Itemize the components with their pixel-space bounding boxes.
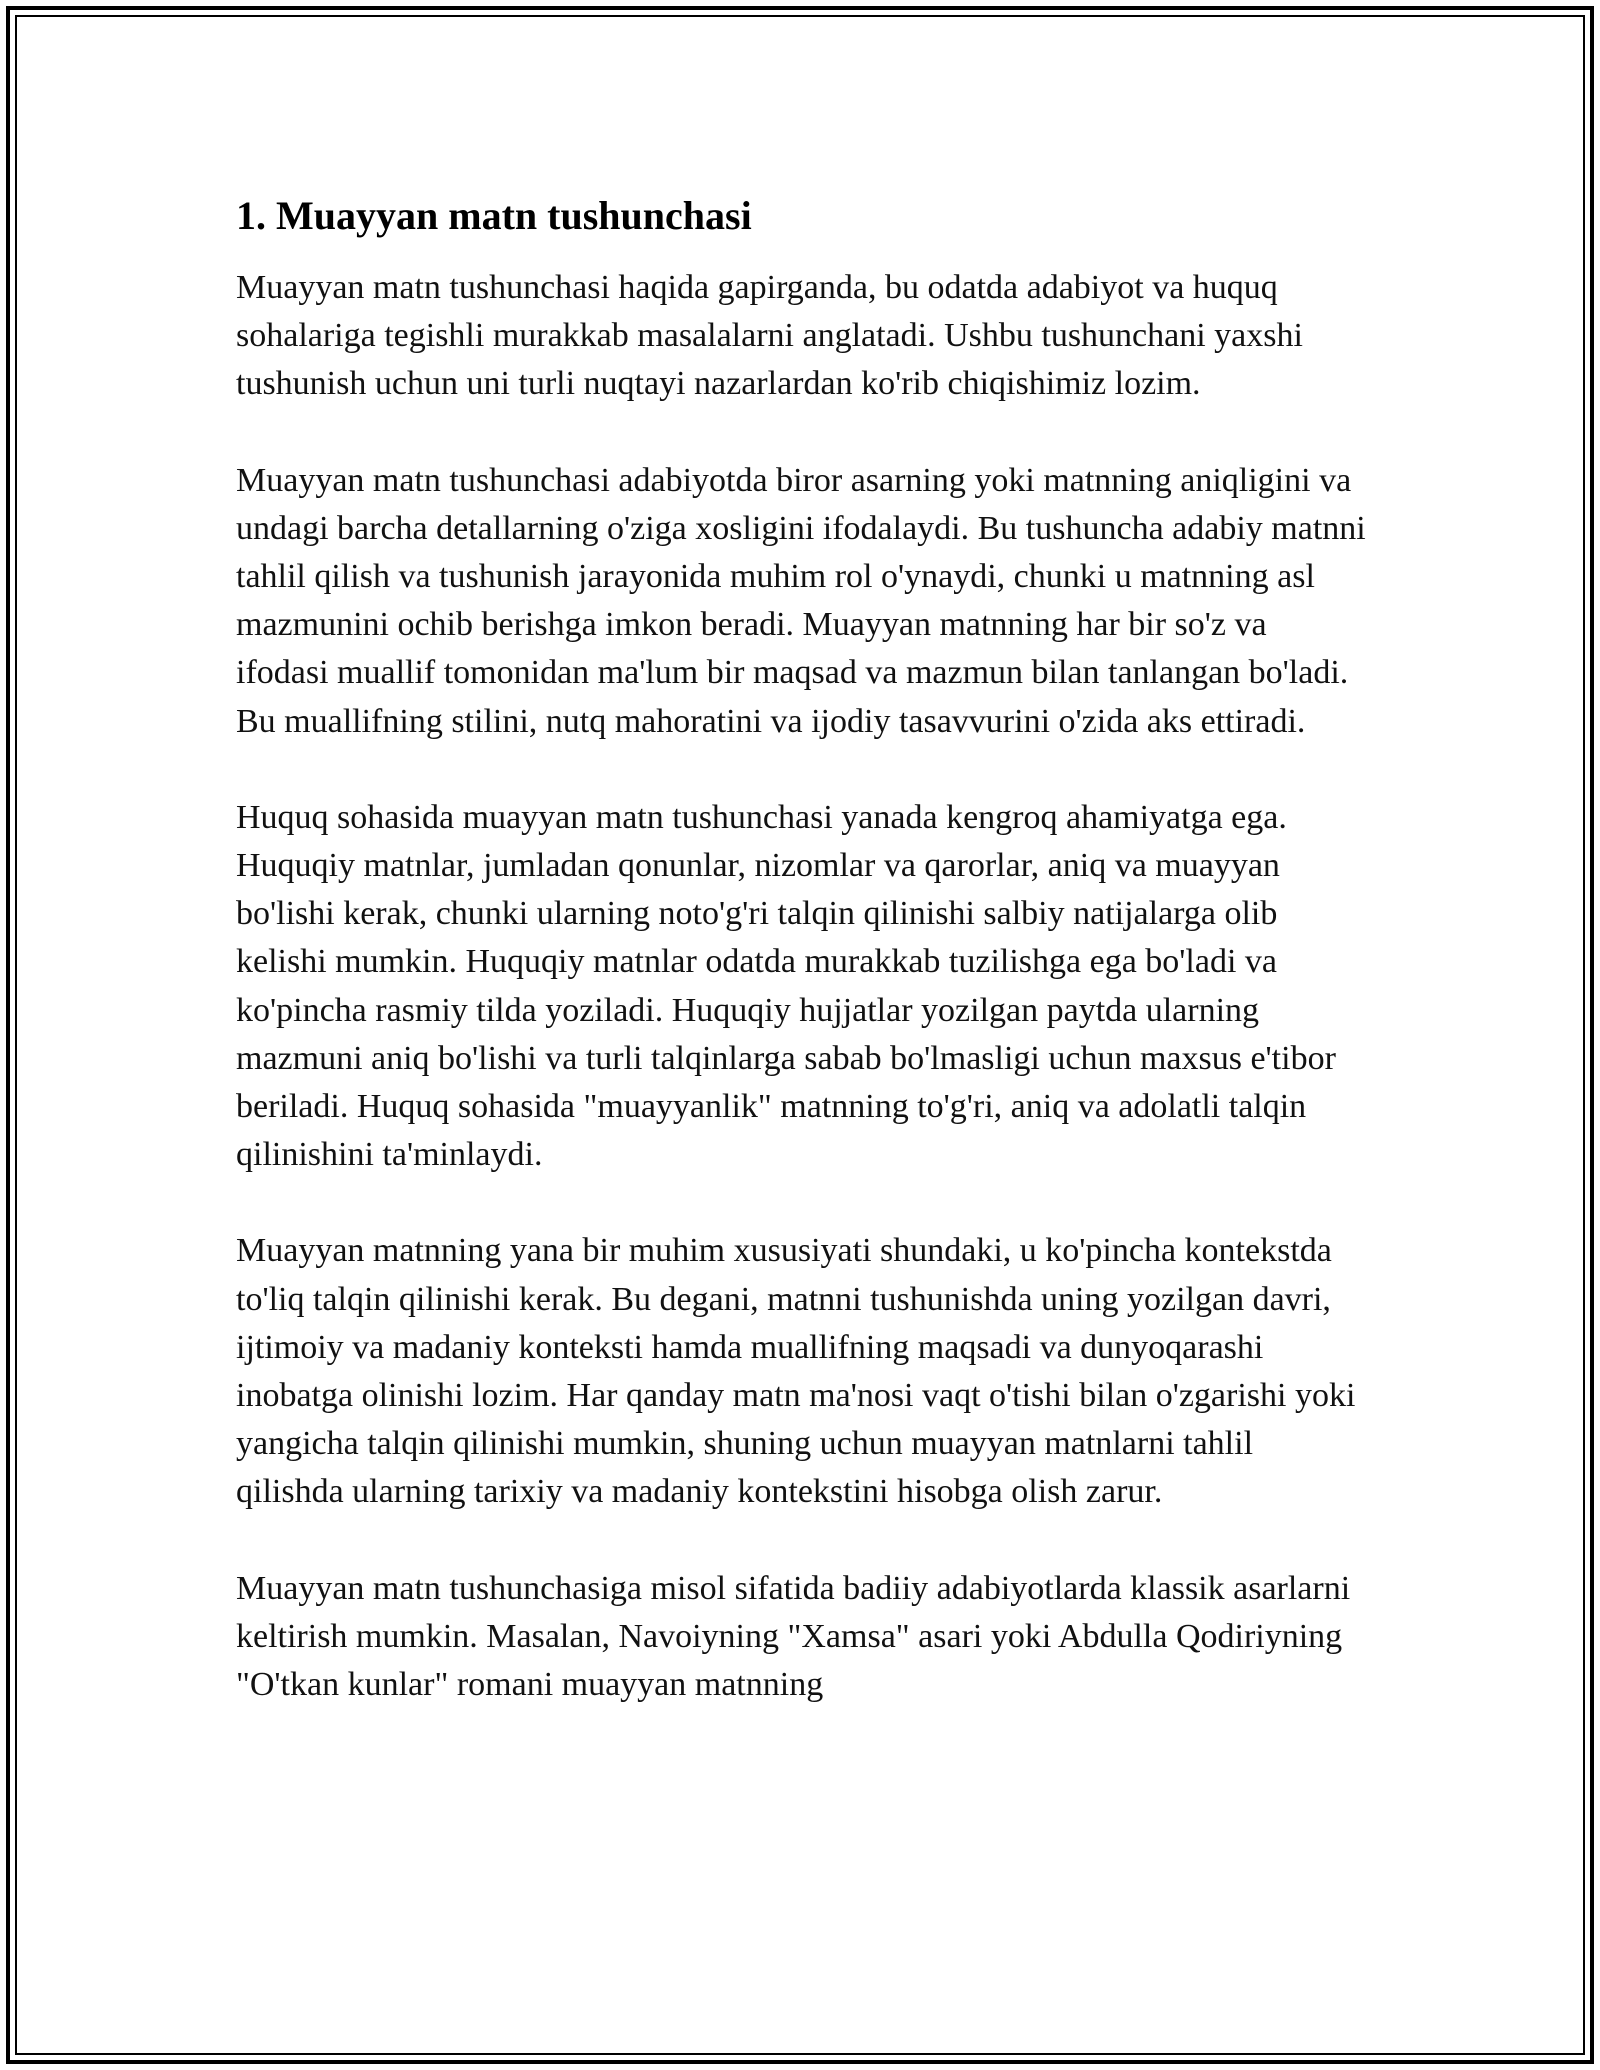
paragraph-1: Muayyan matn tushunchasi haqida gapirganda, bu odatda adabiyot va huquq sohalariga tegishli murakkab masalalarni anglatadi. Ushbu tushunchani yaxshi tushunish uchun uni turli nuqtayi nazarlardan ko'rib chiqishimiz lozim. [236, 269, 1303, 403]
paragraph-3: Huquq sohasida muayyan matn tushunchasi yanada kengroq ahamiyatga ega. Huquqiy matnlar, jumladan qonunlar, nizomlar va qarorlar, aniq va muayyan bo'lishi kerak, chunki ularning noto'g'ri talqin qilinishi salbiy natijalarga olib kelishi mumkin. Huquqiy matnlar odatda murakkab tuzilishga ega bo'ladi va ko'pincha rasmiy tilda yoziladi. Huquqiy hujjatlar yozilgan paytda ularning mazmuni aniq bo'lishi va turli talqinlarga sabab bo'lmasligi uchun maxsus e'tibor beriladi. Huquq sohasida "muayyanlik" matnning to'g'ri, aniq va adolatli talqin qilinishini ta'minlaydi. [236, 798, 1336, 1174]
document-body [236, 186, 1366, 1757]
paragraph-4: Muayyan matnning yana bir muhim xususiyati shundaki, u ko'pincha kontekstda to'liq talqin qilinishi kerak. Bu degani, matnni tushunishda uning yozilgan davri, ijtimoiy va madaniy konteksti hamda muallifning maqsadi va dunyoqarashi inobatga olinishi lozim. Har qanday matn ma'nosi vaqt o'tishi bilan o'zgarishi yoki yangicha talqin qilinishi mumkin, shuning uchun muayyan matnlarni tahlil qilishda ularning tarixiy va madaniy kontekstini hisobga olish zarur. [236, 1232, 1356, 1511]
paragraph-2: Muayyan matn tushunchasi adabiyotda biror asarning yoki matnning aniqligini va undagi barcha detallarning o'ziga xosligini ifodalaydi. Bu tushuncha adabiy matnni tahlil qilish va tushunish jarayonida muhim rol o'ynaydi, chunki u matnning asl mazmunini ochib berishga imkon beradi. Muayyan matnning har bir so'z va ifodasi muallif tomonidan ma'lum bir maqsad va mazmun bilan tanlangan bo'ladi. Bu muallifning stilini, nutq mahoratini va ijodiy tasavvurini o'zida aks ettiradi. [236, 461, 1366, 740]
paragraph-5: Muayyan matn tushunchasiga misol sifatida badiiy adabiyotlarda klassik asarlarni keltirish mumkin. Masalan, Navoiyning "Xamsa" asari yoki Abdulla Qodiriyning "O'tkan kunlar" romani muayyan matnning [236, 1569, 1351, 1704]
section-heading: 1. Muayyan matn tushunchasi [236, 193, 752, 238]
